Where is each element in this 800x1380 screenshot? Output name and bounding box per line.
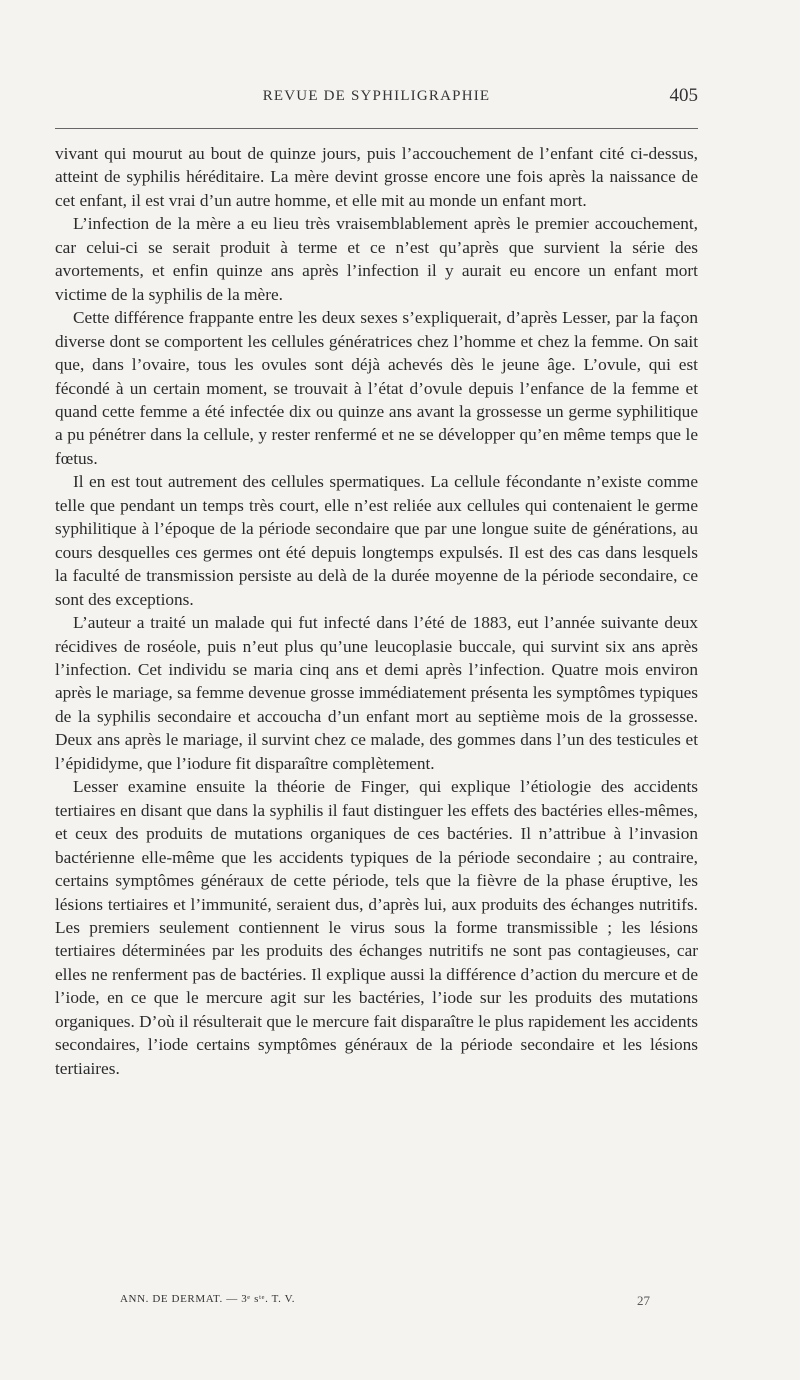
page-footer <box>120 1293 650 1313</box>
signature-mark: 27 <box>637 1293 650 1308</box>
journal-citation: ANN. DE DERMAT. — 3ᵉ sᵗᵉ. T. V. <box>120 1293 296 1305</box>
page-number: 405 <box>669 85 698 106</box>
paragraph: Il en est tout autrement des cellules spermatiques. La cellule fécondante n’existe comme telle que pendant un temps très court, elle n’est reliée aux cellules qui contenaient le germe syphilitique à l’époque de la période secondaire que par une longue suite de générations, au cours desquelles ces germes ont été depuis longtemps expulsés. Il est des cas dans lesquels la faculté de transmission persiste au delà de la durée moyenne de la période secondaire, ce sont des exceptions. <box>55 472 698 609</box>
paragraph: vivant qui mourut au bout de quinze jours, puis l’accouchement de l’enfant cité ci-dessus, atteint de syphilis héréditaire. La mère devint grosse encore une fois après la naissance de cet enfant, il est vrai d’un autre homme, et elle mit au monde un enfant mort. <box>55 144 698 210</box>
running-title: REVUE DE SYPHILIGRAPHIE <box>262 88 491 104</box>
paragraph: Cette différence frappante entre les deux sexes s’expliquerait, d’après Lesser, par la façon diverse dont se comportent les cellules génératrices chez l’homme et chez la femme. On sait que, dans l’ovaire, tous les ovules sont déjà achevés dès le jeune âge. L’ovule, qui est fécondé à un certain moment, se trouvait à l’état d’ovule depuis l’enfance de la femme et quand cette femme a été infectée dix ou quinze ans avant la grossesse un germe syphilitique a pu pénétrer dans la cellule, y rester renfermé et ne se développer qu’en même temps que le fœtus. <box>55 308 698 468</box>
paragraph: L’infection de la mère a eu lieu très vraisemblablement après le premier accouchement, car celui-ci se serait produit à terme et ce n’est qu’après que survient la série des avortements, et enfin quinze ans après l’infection il y aurait eu encore un enfant mort victime de la syphilis de la mère. <box>55 214 698 304</box>
page-header <box>55 85 698 112</box>
header-rule <box>55 128 698 129</box>
article-body <box>55 142 698 1080</box>
paragraph: Lesser examine ensuite la théorie de Finger, qui explique l’étiologie des accidents tertiaires en disant que dans la syphilis il faut distinguer les effets des bactéries elles-mêmes, et ceux des produits de mutations organiques de ces bactéries. Il n’attribue à l’invasion bactérienne elle-même que les accidents typiques de la période secondaire ; au contraire, certains symptômes généraux de cette période, tels que la fièvre de la phase éruptive, les lésions tertiaires et l’immunité, seraient dus, d’après lui, aux produits des échanges nutritifs. Les premiers seulement contiennent le virus sous la forme transmissible ; les lésions tertiaires déterminées par les produits des échanges nutritifs ne sont pas contagieuses, car elles ne renferment pas de bactéries. Il explique aussi la différence d’action du mercure et de l’iode, en ce que le mercure agit sur les bactéries, l’iode sur les produits des mutations organiques. D’où il résulterait que le mercure fait disparaître le plus rapidement les accidents secondaires, l’iode certains symptômes généraux de la période secondaire et les lésions tertiaires. <box>55 777 698 1078</box>
paragraph: L’auteur a traité un malade qui fut infecté dans l’été de 1883, eut l’année suivante deux récidives de roséole, puis n’eut plus qu’une leucoplasie buccale, qui survint six ans après l’infection. Cet individu se maria cinq ans et demi après l’infection. Quatre mois environ après le mariage, sa femme devenue grosse immédiatement présenta les symptômes typiques de la syphilis secondaire et accoucha d’un enfant mort au septième mois de la grossesse. Deux ans après le mariage, il survint chez ce malade, des gommes dans l’un des testicules et l’épididyme, que l’iodure fit disparaître complètement. <box>55 613 698 773</box>
